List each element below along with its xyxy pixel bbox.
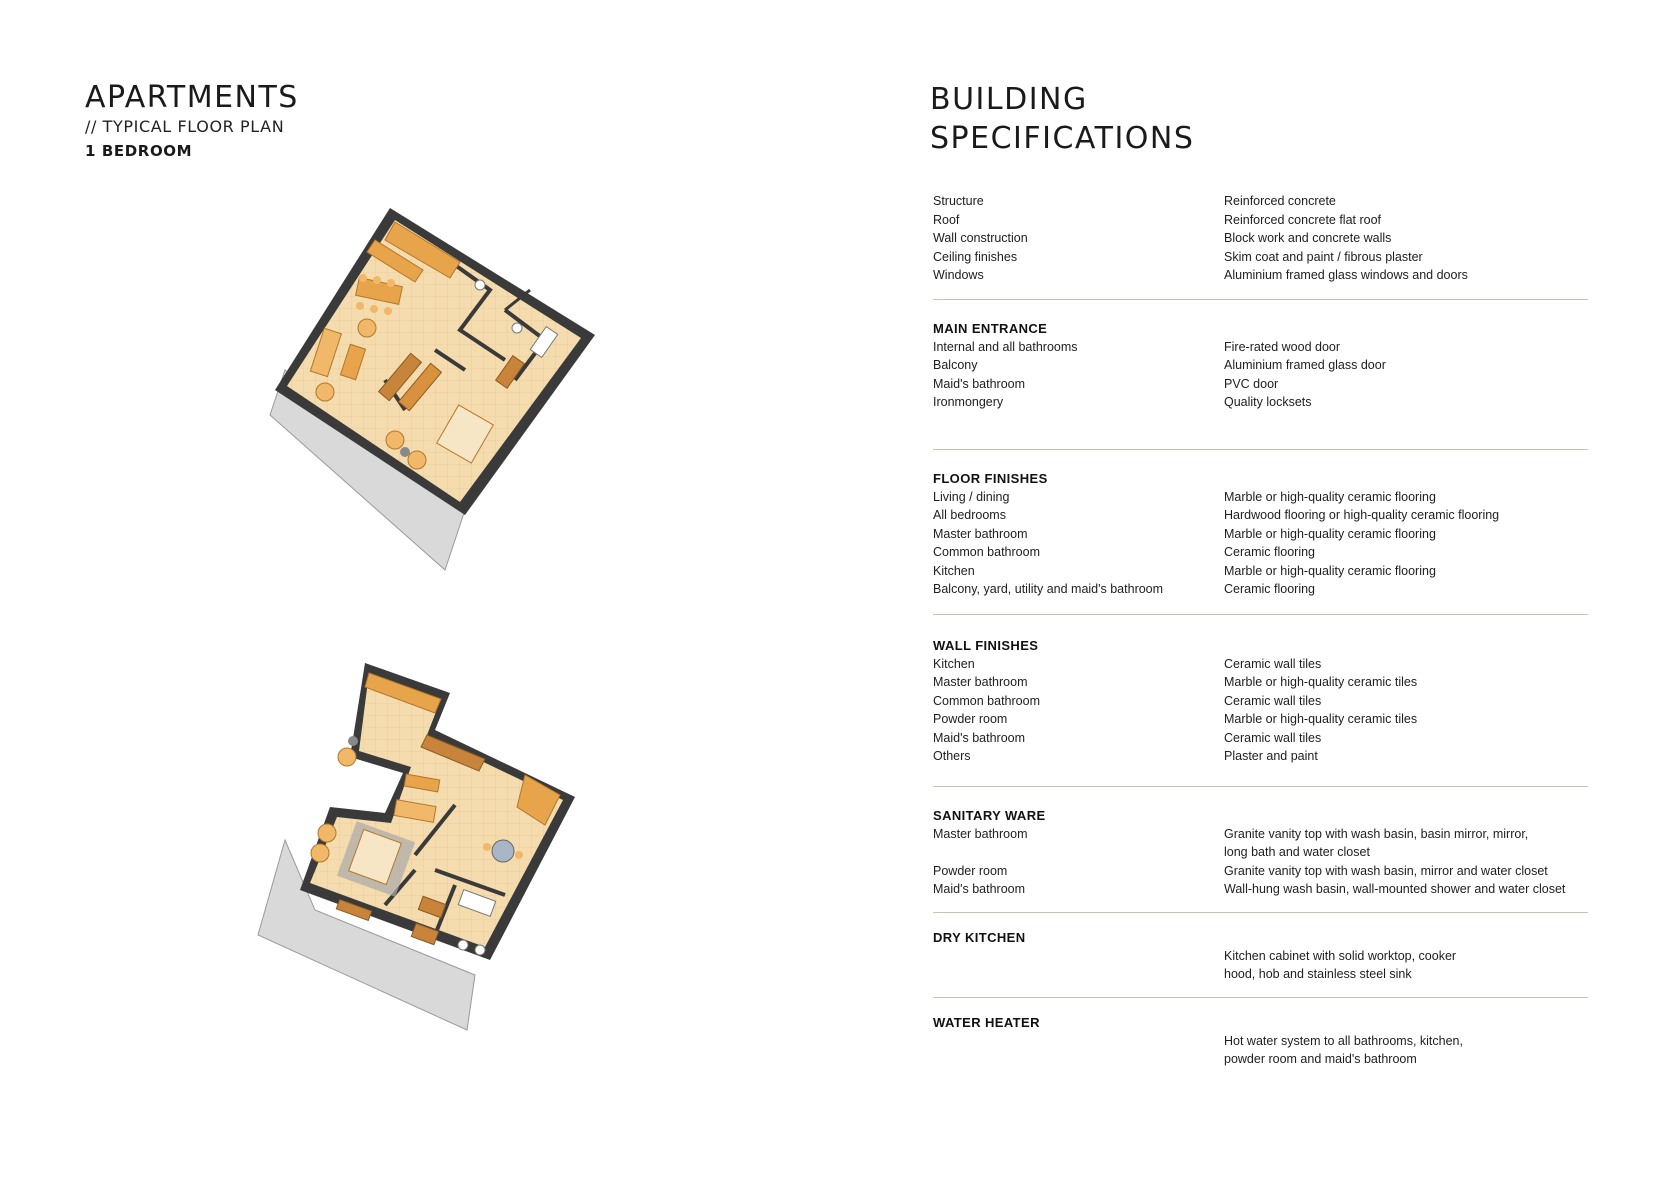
spec-key: Living / dining bbox=[933, 489, 1010, 504]
spec-row bbox=[933, 692, 1593, 711]
spec-value: Kitchen cabinet with solid worktop, cooker hood, hob and stainless steel sink bbox=[1224, 948, 1457, 981]
spec-value: Aluminium framed glass door bbox=[1224, 358, 1386, 372]
spec-key bbox=[933, 1032, 1224, 1069]
floorplan-header bbox=[85, 80, 299, 160]
spec-value: Hardwood flooring or high-quality ceramic flooring bbox=[1224, 508, 1500, 522]
spec-section-floor-finishes bbox=[933, 470, 1593, 599]
spec-value: Granite vanity top with wash basin, basin mirror, mirror, long bath and water closet bbox=[1224, 826, 1529, 859]
spec-row bbox=[933, 338, 1593, 357]
floor-plan-1 bbox=[255, 200, 635, 580]
spec-row bbox=[933, 375, 1593, 394]
spec-row bbox=[933, 192, 1593, 211]
spec-key: Maid's bathroom bbox=[933, 376, 1026, 391]
spec-row bbox=[933, 525, 1593, 544]
section-title: DRY KITCHEN bbox=[933, 929, 1026, 945]
spec-key: Powder room bbox=[933, 863, 1008, 878]
spec-key: Others bbox=[933, 749, 971, 763]
section-title: FLOOR FINISHES bbox=[933, 470, 1048, 486]
spec-value: Fire-rated wood door bbox=[1224, 339, 1341, 354]
floor-plan-2 bbox=[255, 655, 645, 1045]
spec-row bbox=[933, 506, 1593, 525]
spec-value: Quality locksets bbox=[1224, 395, 1312, 409]
spec-row bbox=[933, 880, 1593, 899]
spec-value: Reinforced concrete flat roof bbox=[1224, 212, 1382, 227]
spec-value: Ceramic flooring bbox=[1224, 582, 1316, 596]
spec-value: Marble or high-quality ceramic tiles bbox=[1224, 712, 1418, 726]
spec-value: Hot water system to all bathrooms, kitchen, powder room and maid's bathroom bbox=[1224, 1033, 1463, 1066]
page-title-line2: SPECIFICATIONS bbox=[930, 121, 1195, 156]
specifications-list bbox=[933, 192, 1593, 1069]
spec-row bbox=[933, 729, 1593, 748]
spec-key: Master bathroom bbox=[933, 675, 1028, 689]
spec-value: Marble or high-quality ceramic tiles bbox=[1224, 675, 1418, 689]
section-divider bbox=[933, 614, 1588, 615]
spec-value: Marble or high-quality ceramic flooring bbox=[1224, 489, 1436, 504]
spec-row bbox=[933, 825, 1593, 862]
spec-row bbox=[933, 266, 1593, 285]
section-divider bbox=[933, 997, 1588, 998]
page-title-apartments: APARTMENTS bbox=[85, 80, 299, 115]
section-title: SANITARY WARE bbox=[933, 807, 1046, 823]
spec-key: Kitchen bbox=[933, 656, 975, 671]
spec-value: Wall-hung wash basin, wall-mounted shower and water closet bbox=[1224, 882, 1566, 896]
spec-key: Maid's bathroom bbox=[933, 882, 1026, 896]
spec-value: Block work and concrete walls bbox=[1224, 231, 1392, 245]
spec-value: Ceramic wall tiles bbox=[1224, 730, 1322, 745]
spec-section-dry-kitchen bbox=[933, 929, 1593, 984]
spec-row bbox=[933, 248, 1593, 267]
spec-row bbox=[933, 488, 1593, 507]
section-title: WALL FINISHES bbox=[933, 637, 1039, 653]
dining-table bbox=[492, 840, 514, 862]
spec-key: Kitchen bbox=[933, 563, 975, 578]
section-divider bbox=[933, 449, 1588, 450]
spec-value: Skim coat and paint / fibrous plaster bbox=[1224, 249, 1423, 264]
spec-key: Wall construction bbox=[933, 231, 1028, 245]
spec-value: Marble or high-quality ceramic flooring bbox=[1224, 563, 1436, 578]
spec-row bbox=[933, 356, 1593, 375]
spec-key: Master bathroom bbox=[933, 826, 1028, 841]
spec-section-water-heater bbox=[933, 1014, 1593, 1069]
spec-key: Ironmongery bbox=[933, 395, 1004, 409]
spec-key: Balcony, yard, utility and maid's bathroom bbox=[933, 582, 1164, 596]
spec-row bbox=[933, 229, 1593, 248]
spec-key: Internal and all bathrooms bbox=[933, 339, 1078, 354]
spec-section-main-entrance bbox=[933, 320, 1593, 412]
spec-row bbox=[933, 580, 1593, 599]
spec-row bbox=[933, 947, 1593, 984]
section-divider bbox=[933, 299, 1588, 300]
spec-row bbox=[933, 393, 1593, 412]
spec-section-sanitary-ware bbox=[933, 807, 1593, 899]
spec-row bbox=[933, 862, 1593, 881]
spec-value: Plaster and paint bbox=[1224, 749, 1318, 763]
spec-key: Maid's bathroom bbox=[933, 730, 1026, 745]
spec-row bbox=[933, 673, 1593, 692]
section-divider bbox=[933, 912, 1588, 913]
spec-key: Balcony bbox=[933, 358, 978, 372]
spec-row bbox=[933, 1032, 1593, 1069]
spec-key: Powder room bbox=[933, 712, 1008, 726]
spec-key: Master bathroom bbox=[933, 526, 1028, 541]
section-divider bbox=[933, 786, 1588, 787]
spec-value: Marble or high-quality ceramic flooring bbox=[1224, 526, 1436, 541]
spec-row bbox=[933, 655, 1593, 674]
page-title-line1: BUILDING bbox=[930, 82, 1088, 117]
spec-key: Common bathroom bbox=[933, 545, 1040, 559]
spec-value: Aluminium framed glass windows and doors bbox=[1224, 268, 1468, 282]
spec-value: Ceramic wall tiles bbox=[1224, 693, 1322, 708]
spec-row bbox=[933, 747, 1593, 766]
unit-type-label: 1 BEDROOM bbox=[85, 142, 193, 160]
spec-key: Structure bbox=[933, 194, 984, 208]
spec-row bbox=[933, 211, 1593, 230]
section-title: MAIN ENTRANCE bbox=[933, 320, 1048, 336]
spec-value: Ceramic flooring bbox=[1224, 545, 1316, 559]
spec-key: Roof bbox=[933, 212, 960, 227]
specifications-header bbox=[930, 80, 1194, 158]
spec-row bbox=[933, 543, 1593, 562]
spec-value: PVC door bbox=[1224, 376, 1279, 391]
spec-section-wall-finishes bbox=[933, 637, 1593, 766]
spec-key: Windows bbox=[933, 268, 984, 282]
spec-key: Common bathroom bbox=[933, 693, 1040, 708]
floorplan-subtitle: // TYPICAL FLOOR PLAN bbox=[85, 117, 285, 136]
spec-value: Granite vanity top with wash basin, mirror and water closet bbox=[1224, 863, 1548, 878]
spec-key: Ceiling finishes bbox=[933, 249, 1018, 264]
spec-section-general bbox=[933, 192, 1593, 285]
spec-key bbox=[933, 947, 1224, 984]
section-title: WATER HEATER bbox=[933, 1014, 1040, 1030]
spec-value: Ceramic wall tiles bbox=[1224, 656, 1322, 671]
spec-row bbox=[933, 562, 1593, 581]
spec-value: Reinforced concrete bbox=[1224, 194, 1336, 208]
spec-key: All bedrooms bbox=[933, 508, 1006, 522]
spec-row bbox=[933, 710, 1593, 729]
